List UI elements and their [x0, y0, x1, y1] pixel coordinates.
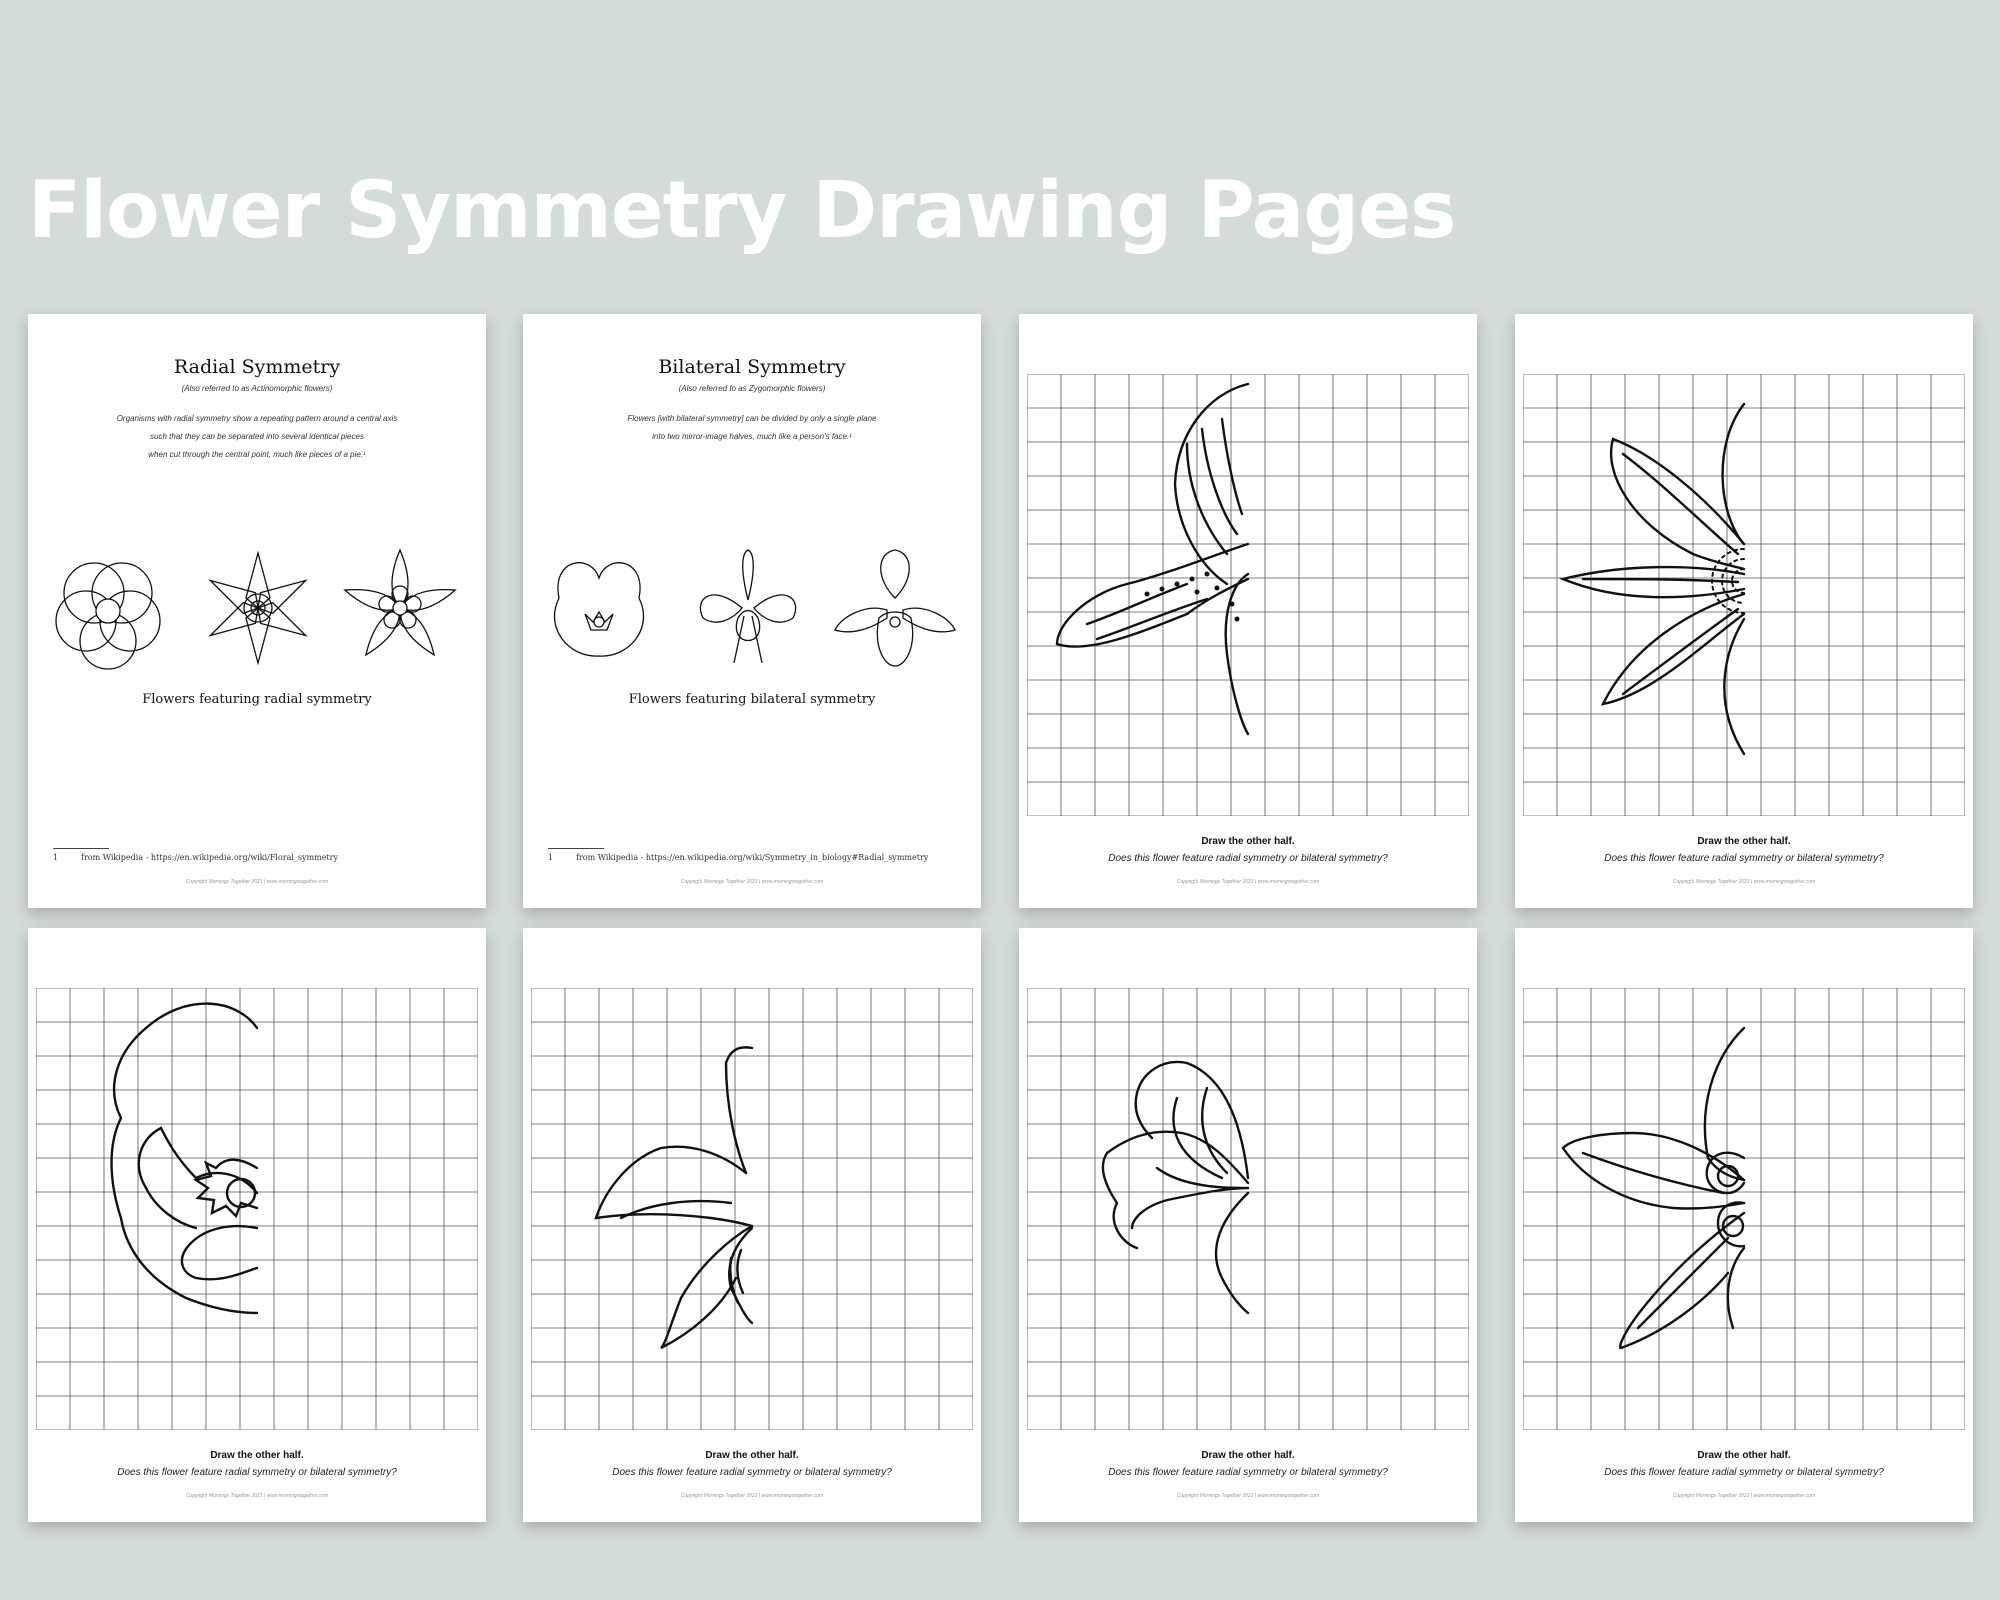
pansy-icon: [555, 563, 644, 656]
copyright: Copyright Mornings Together 2021 | www.morningstogether.com: [1672, 879, 1816, 885]
clematis-icon: [204, 553, 311, 663]
footnote-text: from Wikipedia - https://en.wikipedia.org/wiki/Symmetry_in_biology#Radial_symmetry: [576, 853, 929, 862]
sheet-caption: Flowers featuring radial symmetry: [142, 692, 372, 707]
description-line: Flowers [with bilateral symmetry] can be divided by only a single plane: [627, 414, 877, 423]
slipper-orchid-icon: [835, 550, 955, 666]
sheet-caption: Flowers featuring bilateral symmetry: [628, 692, 876, 707]
footnote-number: 1: [548, 853, 554, 862]
star-flower-icon: [342, 550, 457, 660]
drawing-sheet-orchid[interactable]: [523, 928, 981, 1522]
symmetry-question: Does this flower feature radial symmetry or bilateral symmetry?: [1108, 1467, 1388, 1478]
grid-lines: [531, 988, 973, 1430]
sheet-subtitle: (Also referred to as Actinomorphic flowers): [181, 384, 333, 393]
copyright: Copyright Mornings Together 2021 | www.morningstogether.com: [680, 1493, 824, 1499]
footnote-number: 1: [53, 853, 59, 862]
half-clematis-drawing: [1563, 404, 1744, 754]
symmetry-question: Does this flower feature radial symmetry or bilateral symmetry?: [612, 1467, 892, 1478]
half-orchid-drawing: [596, 1047, 752, 1348]
grid-lines: [1027, 988, 1469, 1430]
drawing-grid[interactable]: [1523, 988, 1965, 1430]
drawing-sheet-clematis[interactable]: [1515, 314, 1973, 908]
bilateral-symmetry-sheet[interactable]: [523, 314, 981, 908]
copyright: Copyright Mornings Together 2021 | www.morningstogether.com: [1176, 879, 1320, 885]
page-title: Flower Symmetry Drawing Pages: [28, 166, 1456, 256]
footnote: [548, 853, 928, 862]
sheet-title: Bilateral Symmetry: [658, 356, 846, 378]
description-line: such that they can be separated into several identical pieces: [150, 432, 364, 441]
symmetry-question: Does this flower feature radial symmetry or bilateral symmetry?: [1604, 853, 1884, 864]
drawing-instruction: Draw the other half.: [210, 1450, 304, 1461]
drawing-instruction: Draw the other half.: [1697, 836, 1791, 847]
sheet-title: Radial Symmetry: [173, 356, 341, 378]
half-slipper-orchid-drawing: [1057, 384, 1248, 734]
orchid-icon: [700, 550, 795, 663]
half-carnation-drawing: [1103, 1062, 1248, 1313]
footnote-text: from Wikipedia - https://en.wikipedia.org/wiki/Floral_symmetry: [81, 853, 338, 862]
sheet-description: [553, 410, 951, 446]
half-star-flower-drawing: [1563, 1028, 1744, 1348]
footnote: [53, 853, 338, 862]
drawing-sheet-pansy[interactable]: [28, 928, 486, 1522]
sheet-subtitle: (Also referred to as Zygomorphic flowers): [678, 384, 826, 393]
copyright: Copyright Mornings Together 2021 | www.morningstogether.com: [185, 879, 329, 885]
drawing-grid[interactable]: [36, 988, 478, 1430]
drawing-grid[interactable]: [1027, 374, 1469, 816]
copyright: Copyright Mornings Together 2021 | www.morningstogether.com: [185, 1493, 329, 1499]
drawing-grid[interactable]: [531, 988, 973, 1430]
drawing-instruction: Draw the other half.: [1201, 1450, 1295, 1461]
description-line: Organisms with radial symmetry show a repeating pattern around a central axis: [116, 414, 398, 423]
radial-flowers-illustration: [48, 546, 468, 676]
symmetry-question: Does this flower feature radial symmetry or bilateral symmetry?: [1108, 853, 1388, 864]
drawing-sheet-slipper-orchid[interactable]: [1019, 314, 1477, 908]
drawing-grid[interactable]: [1027, 988, 1469, 1430]
description-line: when cut through the central point, much like pieces of a pie.¹: [148, 450, 366, 459]
footnote-divider: [548, 848, 604, 849]
carnation-icon: [56, 563, 160, 669]
drawing-sheet-star-flower[interactable]: [1515, 928, 1973, 1522]
grid-lines: [1523, 988, 1965, 1430]
copyright: Copyright Mornings Together 2021 | www.morningstogether.com: [680, 879, 824, 885]
grid-lines: [1027, 374, 1469, 816]
symmetry-question: Does this flower feature radial symmetry or bilateral symmetry?: [117, 1467, 397, 1478]
half-slipper-orchid-dots: [1145, 572, 1240, 622]
copyright: Copyright Mornings Together 2021 | www.morningstogether.com: [1176, 1493, 1320, 1499]
sheet-description: [58, 410, 456, 464]
radial-symmetry-sheet[interactable]: [28, 314, 486, 908]
copyright: Copyright Mornings Together 2021 | www.morningstogether.com: [1672, 1493, 1816, 1499]
drawing-instruction: Draw the other half.: [1201, 836, 1295, 847]
footnote-divider: [53, 848, 109, 849]
symmetry-question: Does this flower feature radial symmetry or bilateral symmetry?: [1604, 1467, 1884, 1478]
drawing-sheet-carnation[interactable]: [1019, 928, 1477, 1522]
bilateral-flowers-illustration: [543, 546, 963, 676]
drawing-grid[interactable]: [1523, 374, 1965, 816]
drawing-instruction: Draw the other half.: [705, 1450, 799, 1461]
description-line: into two mirror-image halves, much like a person's face.¹: [652, 432, 852, 441]
drawing-instruction: Draw the other half.: [1697, 1450, 1791, 1461]
